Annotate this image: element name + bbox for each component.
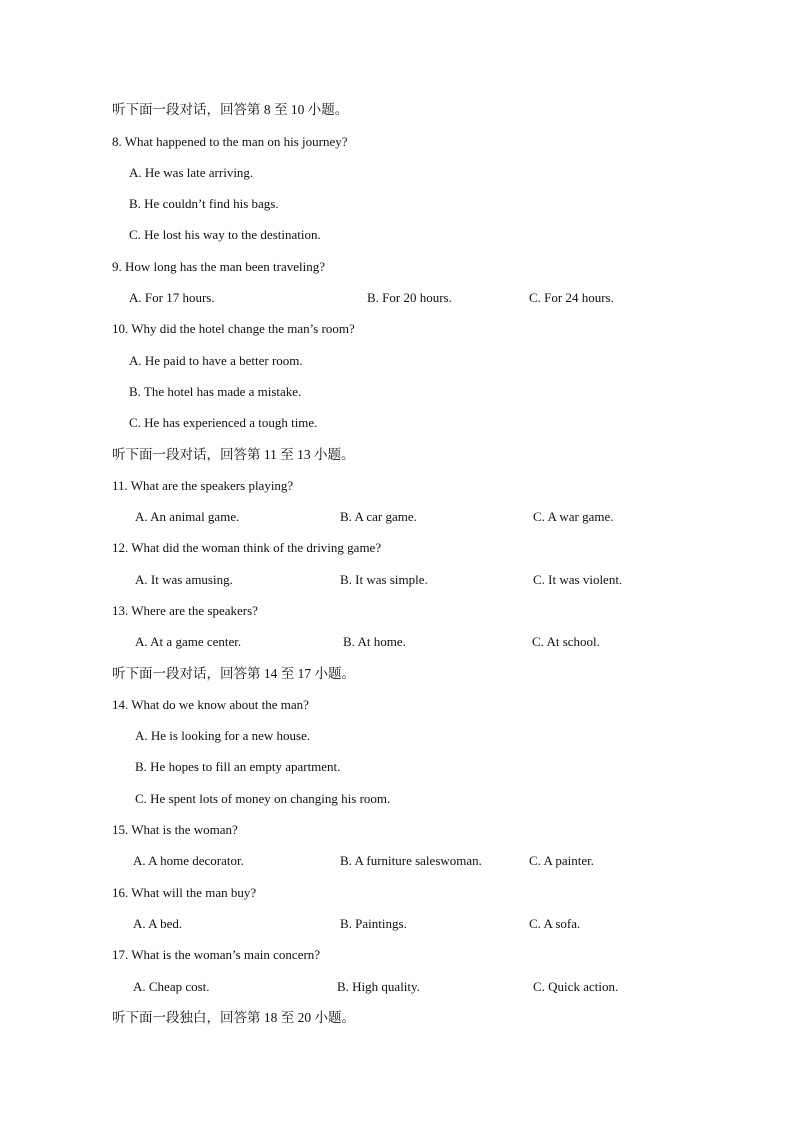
q12-option-a: A. It was amusing. (135, 572, 233, 587)
q15-option-a: A. A home decorator. (133, 853, 244, 868)
q10-option-a: A. He paid to have a better room. (129, 353, 303, 368)
question-12: 12. What did the woman think of the driving game? (112, 540, 382, 555)
q14-option-c: C. He spent lots of money on changing his room. (135, 791, 391, 806)
q14-option-b: B. He hopes to fill an empty apartment. (135, 759, 341, 774)
question-17: 17. What is the woman’s main concern? (112, 947, 321, 962)
q16-option-a: A. A bed. (133, 916, 183, 931)
section-heading: 听下面一段对话，回答第 14 至 17 小题。 (112, 666, 355, 681)
q10-option-b: B. The hotel has made a mistake. (129, 384, 302, 399)
section-heading: 听下面一段独白，回答第 18 至 20 小题。 (112, 1010, 355, 1025)
q8-option-c: C. He lost his way to the destination. (129, 227, 321, 242)
q16-option-c: C. A sofa. (529, 916, 581, 931)
q17-option-a: A. Cheap cost. (133, 979, 210, 994)
q8-option-a: A. He was late arriving. (129, 165, 254, 180)
q15-option-b: B. A furniture saleswoman. (340, 853, 482, 868)
question-11: 11. What are the speakers playing? (112, 478, 294, 493)
section-heading: 听下面一段对话，回答第 11 至 13 小题。 (112, 447, 355, 462)
section-heading: 听下面一段对话，回答第 8 至 10 小题。 (112, 102, 349, 117)
q8-option-b: B. He couldn’t find his bags. (129, 196, 279, 211)
question-10: 10. Why did the hotel change the man’s room? (112, 321, 355, 336)
question-14: 14. What do we know about the man? (112, 697, 309, 712)
q9-option-a: A. For 17 hours. (129, 290, 215, 305)
q11-option-b: B. A car game. (340, 509, 417, 524)
q13-option-c: C. At school. (532, 634, 600, 649)
q13-option-b: B. At home. (343, 634, 406, 649)
q16-option-b: B. Paintings. (340, 916, 407, 931)
q9-option-c: C. For 24 hours. (529, 290, 614, 305)
q9-option-b: B. For 20 hours. (367, 290, 452, 305)
q13-option-a: A. At a game center. (135, 634, 242, 649)
question-16: 16. What will the man buy? (112, 885, 257, 900)
q15-option-c: C. A painter. (529, 853, 594, 868)
q11-option-a: A. An animal game. (135, 509, 240, 524)
question-8: 8. What happened to the man on his journey? (112, 134, 348, 149)
q14-option-a: A. He is looking for a new house. (135, 728, 311, 743)
q17-option-b: B. High quality. (337, 979, 420, 994)
q11-option-c: C. A war game. (533, 509, 614, 524)
question-13: 13. Where are the speakers? (112, 603, 258, 618)
q17-option-c: C. Quick action. (533, 979, 619, 994)
q10-option-c: C. He has experienced a tough time. (129, 415, 318, 430)
question-15: 15. What is the woman? (112, 822, 238, 837)
q12-option-c: C. It was violent. (533, 572, 623, 587)
q12-option-b: B. It was simple. (340, 572, 428, 587)
question-9: 9. How long has the man been traveling? (112, 259, 325, 274)
